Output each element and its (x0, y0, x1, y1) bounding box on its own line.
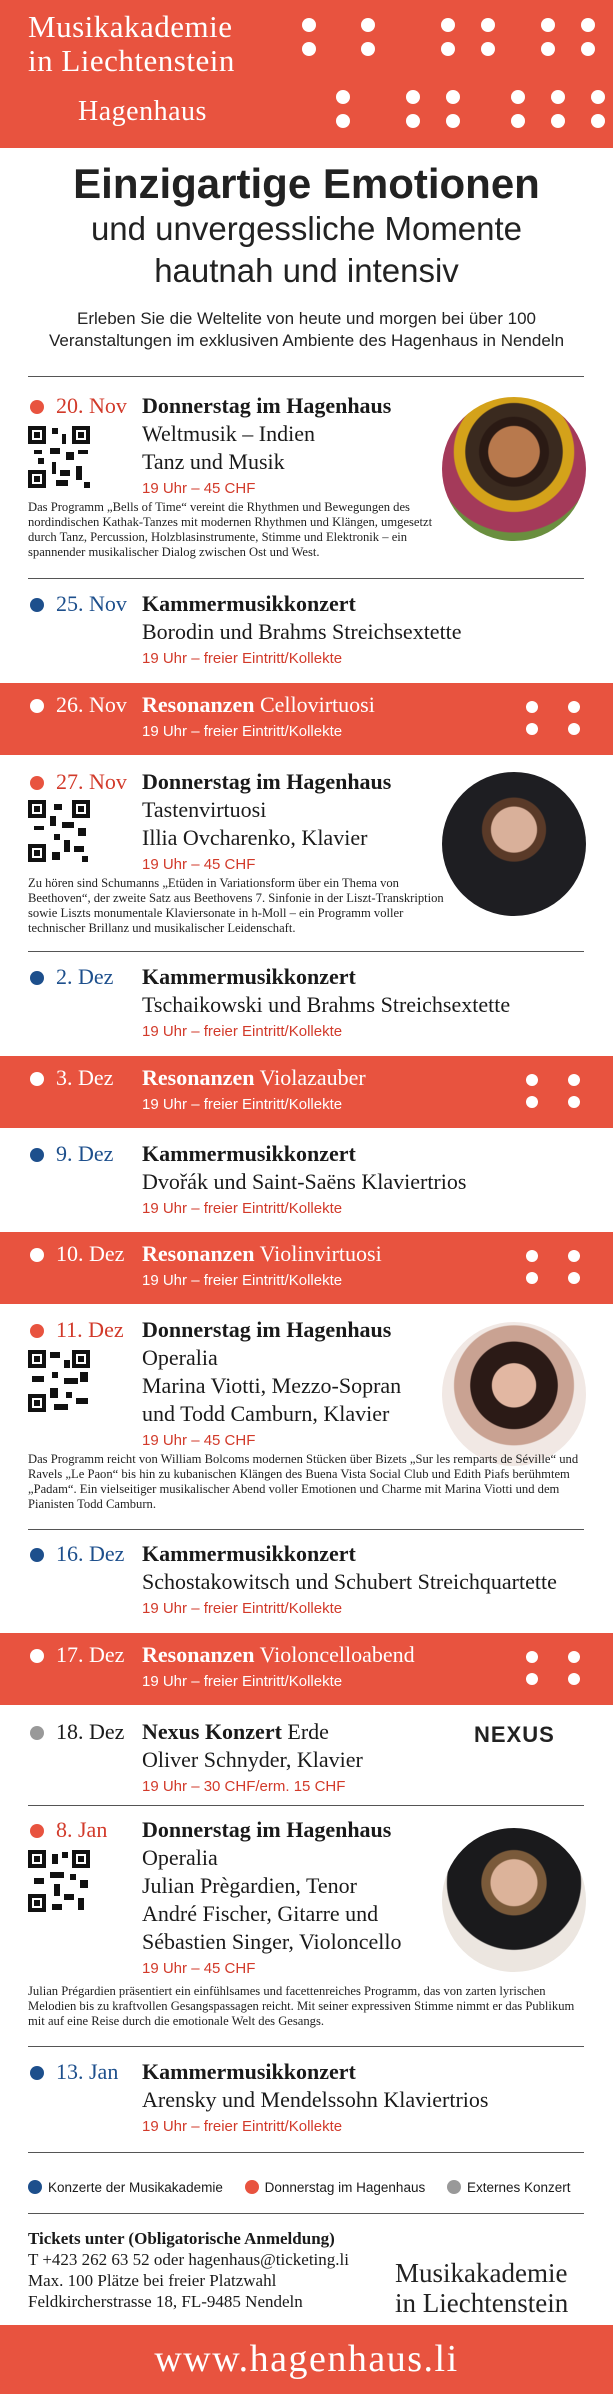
event-date: 16. Dez (56, 1541, 125, 1566)
event-20-nov (0, 392, 613, 576)
legend-academy (28, 2180, 223, 2195)
event-line-1: Oliver Schnyder, Klavier (142, 1747, 363, 1772)
divider (28, 578, 584, 579)
event-10-dez-band (0, 1232, 613, 1304)
event-content (142, 1064, 366, 1118)
decorative-dots (522, 1649, 582, 1689)
ticket-capacity: Max. 100 Plätze bei freier Platzwahl (28, 2271, 277, 2290)
event-content (142, 1641, 415, 1695)
event-16-dez (0, 1540, 613, 1620)
event-title-suffix: Violoncelloabend (259, 1642, 415, 1667)
nexus-logo: NEXUS (474, 1722, 555, 1747)
legend-hagenhaus (245, 2180, 426, 2195)
event-title: Resonanzen (142, 692, 255, 717)
event-title: Nexus Konzert (142, 1719, 282, 1744)
event-title-suffix: Violazauber (259, 1065, 366, 1090)
event-title: Resonanzen (142, 1065, 255, 1090)
event-date: 2. Dez (56, 964, 114, 989)
event-title: Kammermusikkonzert (142, 1141, 356, 1166)
hero-subtitle-1: und unvergessliche Momente (90, 210, 523, 247)
hero-title: Einzigartige Emotionen (73, 160, 540, 207)
event-27-nov (0, 768, 613, 948)
divider (28, 1805, 584, 1806)
hagenhaus-dot-icon (245, 2180, 259, 2194)
decorative-dot-pattern (300, 18, 600, 133)
event-title: Donnerstag im Hagenhaus (142, 1817, 392, 1842)
event-line-2: Illia Ovcharenko, Klavier (142, 825, 368, 850)
event-26-nov-band (0, 683, 613, 755)
academy-dot-icon (28, 2180, 42, 2194)
logo-line-1: Musikakademie (28, 9, 233, 44)
qr-code-icon[interactable] (28, 426, 90, 488)
event-date: 8. Jan (56, 1817, 108, 1842)
event-price: 19 Uhr – 45 CHF (142, 856, 256, 873)
event-9-dez (0, 1140, 613, 1220)
event-2-dez (0, 963, 613, 1043)
event-date: 17. Dez (56, 1642, 125, 1667)
event-price: 19 Uhr – freier Eintritt/Kollekte (142, 1096, 343, 1113)
event-content (142, 1718, 363, 1800)
decorative-dots (522, 1072, 582, 1112)
header-banner (0, 0, 613, 148)
academy-dot-icon (30, 1148, 44, 1162)
divider (28, 2213, 584, 2214)
event-title-suffix: Erde (287, 1719, 329, 1744)
resonanzen-dot-icon (30, 699, 44, 713)
event-content (142, 1140, 466, 1222)
legend-external-label: Externes Konzert (466, 2180, 571, 2195)
decorative-dots (522, 1248, 582, 1288)
event-line-3: und Todd Camburn, Klavier (142, 1401, 390, 1426)
resonanzen-dot-icon (30, 1072, 44, 1086)
event-price: 19 Uhr – freier Eintritt/Kollekte (142, 1673, 343, 1690)
footer-url[interactable]: www.hagenhaus.li (0, 2325, 613, 2394)
event-description: Zu hören sind Schumanns „Etüden in Variationsform über ein Thema von Beethoven“, der zweite Satz aus Beethovens 7. Sinfonie in der Liszt-Transkription sowie Liszts monumentale Klaviersonate in h-Moll – ein Programm voller technischer Brillanz und musikalischer Leidenschaft. (28, 876, 444, 935)
performer-photo-marina-viotti (442, 1322, 586, 1466)
event-title: Resonanzen (142, 1642, 255, 1667)
divider (28, 2046, 584, 2047)
event-title: Kammermusikkonzert (142, 964, 356, 989)
hero-subtitle-2: hautnah und intensiv (154, 252, 459, 289)
event-title: Donnerstag im Hagenhaus (142, 769, 392, 794)
divider (28, 951, 584, 952)
legend-external (447, 2180, 571, 2195)
legend-academy-label: Konzerte der Musikakademie (48, 2180, 223, 2195)
divider (28, 2152, 584, 2153)
event-content (142, 691, 375, 745)
divider (28, 1529, 584, 1530)
event-17-dez-band (0, 1633, 613, 1705)
event-13-jan (0, 2058, 613, 2138)
event-title: Kammermusikkonzert (142, 1541, 356, 1566)
divider (28, 376, 584, 377)
event-date: 9. Dez (56, 1141, 114, 1166)
event-content (142, 1240, 382, 1294)
event-description: Das Programm „Bells of Time“ vereint die Rhythmen und Bewegungen des nordindischen Kathak-Tanzes mit modernen Rhythmen und Klängen, umgesetzt durch Tanz, Percussion, Holzblasinstrumente, Stimme und Elektronik – ein spannender musikalischer Dialog zwischen Ost und West. (28, 500, 433, 559)
event-date: 10. Dez (56, 1241, 125, 1266)
event-line-2: Tanz und Musik (142, 449, 285, 474)
event-date: 20. Nov (56, 393, 127, 418)
hagenhaus-dot-icon (30, 1824, 44, 1838)
event-content (142, 1316, 401, 1454)
qr-code-icon[interactable] (28, 1850, 90, 1912)
event-date: 13. Jan (56, 2059, 119, 2084)
event-title-suffix: Violinvirtuosi (259, 1241, 382, 1266)
logo-line-2: in Liechtenstein (395, 2288, 569, 2318)
logo-line-1: Musikakademie (395, 2258, 568, 2288)
event-price: 19 Uhr – freier Eintritt/Kollekte (142, 1272, 343, 1289)
hagenhaus-dot-icon (30, 776, 44, 790)
legend (28, 2180, 598, 2195)
academy-dot-icon (30, 1548, 44, 1562)
event-date: 11. Dez (56, 1317, 124, 1342)
event-date: 26. Nov (56, 692, 127, 717)
academy-logo-footer (395, 2258, 568, 2318)
external-dot-icon (447, 2180, 461, 2194)
ticket-info (28, 2228, 349, 2312)
external-dot-icon (30, 1726, 44, 1740)
performer-photo-kathak-dancer (442, 397, 586, 541)
event-title: Kammermusikkonzert (142, 2059, 356, 2084)
hagenhaus-dot-icon (30, 1324, 44, 1338)
logo-line-2: in Liechtenstein (28, 43, 235, 78)
event-line-1: Operalia (142, 1845, 218, 1870)
event-line-2: Marina Viotti, Mezzo-Sopran (142, 1373, 402, 1398)
event-price: 19 Uhr – 30 CHF/erm. 15 CHF (142, 1778, 346, 1795)
event-content (142, 963, 510, 1045)
event-price: 19 Uhr – freier Eintritt/Kollekte (142, 650, 343, 667)
event-price: 19 Uhr – 45 CHF (142, 480, 256, 497)
academy-dot-icon (30, 971, 44, 985)
event-line-3: André Fischer, Gitarre und (142, 1901, 379, 1926)
event-line-1: Arensky und Mendelssohn Klaviertrios (142, 2087, 489, 2112)
resonanzen-dot-icon (30, 1649, 44, 1663)
event-price: 19 Uhr – freier Eintritt/Kollekte (142, 1600, 343, 1617)
event-title: Donnerstag im Hagenhaus (142, 1317, 392, 1342)
event-price: 19 Uhr – freier Eintritt/Kollekte (142, 1023, 343, 1040)
event-8-jan (0, 1816, 613, 2044)
event-content (142, 2058, 488, 2140)
hero-section (0, 160, 613, 352)
decorative-dots (522, 699, 582, 739)
event-title-suffix: Cellovirtuosi (259, 692, 375, 717)
event-date: 3. Dez (56, 1065, 114, 1090)
resonanzen-dot-icon (30, 1248, 44, 1262)
event-price: 19 Uhr – freier Eintritt/Kollekte (142, 2118, 343, 2135)
event-content (142, 1540, 557, 1622)
event-date: 27. Nov (56, 769, 127, 794)
performer-photo-julian-pregardien (442, 1828, 586, 1972)
event-line-1: Borodin und Brahms Streichsextette (142, 619, 462, 644)
event-line-1: Tastenvirtuosi (142, 797, 267, 822)
event-title: Kammermusikkonzert (142, 591, 356, 616)
event-11-dez (0, 1316, 613, 1526)
event-content (142, 590, 462, 672)
qr-code-icon[interactable] (28, 800, 90, 862)
event-price: 19 Uhr – 45 CHF (142, 1432, 256, 1449)
ticket-contact[interactable]: T +423 262 63 52 oder hagenhaus@ticketing.li (28, 2250, 349, 2269)
event-line-1: Weltmusik – Indien (142, 421, 315, 446)
academy-dot-icon (30, 2066, 44, 2080)
event-line-1: Tschaikowski und Brahms Streichsextette (142, 992, 511, 1017)
event-price: 19 Uhr – 45 CHF (142, 1960, 256, 1977)
event-date: 18. Dez (56, 1719, 125, 1744)
ticket-heading: Tickets unter (Obligatorische Anmeldung) (28, 2229, 335, 2248)
academy-dot-icon (30, 598, 44, 612)
event-line-1: Schostakowitsch und Schubert Streichquartette (142, 1569, 557, 1594)
event-content (142, 768, 391, 878)
ticket-address: Feldkircherstrasse 18, FL-9485 Nendeln (28, 2292, 303, 2311)
event-price: 19 Uhr – freier Eintritt/Kollekte (142, 723, 343, 740)
event-content (142, 1816, 402, 1982)
event-price: 19 Uhr – freier Eintritt/Kollekte (142, 1200, 343, 1217)
performer-photo-illia-ovcharenko (442, 772, 586, 916)
hero-intro: Erleben Sie die Weltelite von heute und morgen bei über 100 Veranstaltungen im exklusiven Ambiente des Hagenhaus in Nendeln (48, 309, 565, 350)
hagenhaus-dot-icon (30, 400, 44, 414)
event-line-1: Operalia (142, 1345, 218, 1370)
academy-logo (28, 10, 235, 78)
event-content (142, 392, 391, 502)
event-description: Das Programm reicht von William Bolcoms modernen Stücken über Bizets „Sur les remparts de Séville“ und Ravels „Le Paon“ bis hin zu kubanischen Klängen des Buena Vista Social Club und Edith Piafs berühmtem „Padam“. Ein vielseitiger musikalischer Abend voller Emotionen und Charme mit Marina Viotti und dem Pianisten Todd Camburn. (28, 1452, 579, 1511)
event-title: Donnerstag im Hagenhaus (142, 393, 392, 418)
event-line-1: Dvořák und Saint-Saëns Klaviertrios (142, 1169, 467, 1194)
qr-code-icon[interactable] (28, 1350, 90, 1412)
event-title: Resonanzen (142, 1241, 255, 1266)
event-date: 25. Nov (56, 591, 127, 616)
event-description: Julian Prégardien präsentiert ein einfühlsames und facettenreiches Programm, das von zarten lyrischen Melodien bis zu kraftvollen Gesangspassagen reicht. Mit seiner expressiven Stimme nimmt er das Publikum mit auf eine Reise durch die emotionale Welt des Gesangs. (28, 1984, 575, 2028)
event-25-nov (0, 590, 613, 670)
event-3-dez-band (0, 1056, 613, 1128)
event-line-2: Julian Prègardien, Tenor (142, 1873, 357, 1898)
event-line-4: Sébastien Singer, Violoncello (142, 1929, 402, 1954)
legend-hagenhaus-label: Donnerstag im Hagenhaus (264, 2180, 426, 2195)
venue-name: Hagenhaus (78, 96, 207, 127)
